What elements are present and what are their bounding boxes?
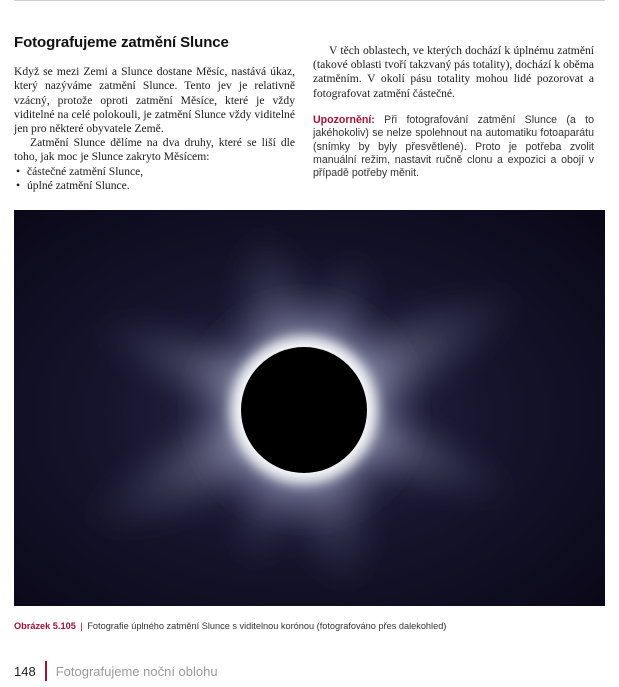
section-title: Fotografujeme zatmění Slunce bbox=[14, 34, 229, 51]
warning-label: Upozornění: bbox=[313, 113, 375, 126]
figure-caption bbox=[14, 621, 605, 631]
page-footer bbox=[14, 661, 218, 681]
page-number: 148 bbox=[14, 663, 36, 679]
figure-label: Obrázek 5.105 bbox=[14, 621, 76, 631]
eclipse-photo bbox=[14, 210, 605, 606]
list-item: • úplné zatmění Slunce. bbox=[14, 179, 295, 193]
types-intro-paragraph: Zatmění Slunce dělíme na dva druhy, které se liší dle toho, jak moc je Slunce zakryto Měsícem: bbox=[14, 136, 295, 164]
caption-text: Fotografie úplného zatmění Slunce s viditelnou korónou (fotografováno přes dalekohled) bbox=[84, 621, 447, 631]
left-column bbox=[14, 36, 295, 193]
eclipse-photo-image bbox=[14, 210, 605, 606]
warning-note bbox=[313, 114, 594, 181]
eclipse-types-list bbox=[14, 165, 295, 193]
list-item: • částečné zatmění Slunce, bbox=[14, 165, 295, 179]
warning-text: Při fotografování zatmění Slunce (a to jakéhokoliv) se nelze spolehnout na automatiku fotoaparátu (snímky by byly přesvětlené). Proto je potřeba zvolit manuální režim, nastavit ručně clonu a expozici a obojí v případě potřeby měnit. bbox=[313, 113, 594, 180]
top-rule bbox=[14, 0, 605, 1]
caption-separator: | bbox=[80, 621, 83, 631]
footer-divider bbox=[45, 661, 47, 681]
right-column bbox=[313, 44, 594, 181]
running-head: Fotografujeme noční oblohu bbox=[55, 663, 218, 679]
intro-paragraph: Když se mezi Zemi a Slunce dostane Měsíc, nastává úkaz, který nazýváme zatmění Slunce. Tento jev je relativně vzácný, protože oproti zatmění Měsíce, které je vždy viditelné na celé polokouli, je zatmění Slunce vždy viditelné jen pro některé obyvatele Země. bbox=[14, 65, 295, 136]
totality-paragraph: V těch oblastech, ve kterých dochází k úplnému zatmění (takové oblasti tvoří takzvaný pás totality), dochází k oběma zatměním. V okolí pásu totality mohou lidé pozorovat a fotografovat zatmění částečné. bbox=[313, 44, 594, 100]
moon-disc bbox=[241, 347, 367, 473]
